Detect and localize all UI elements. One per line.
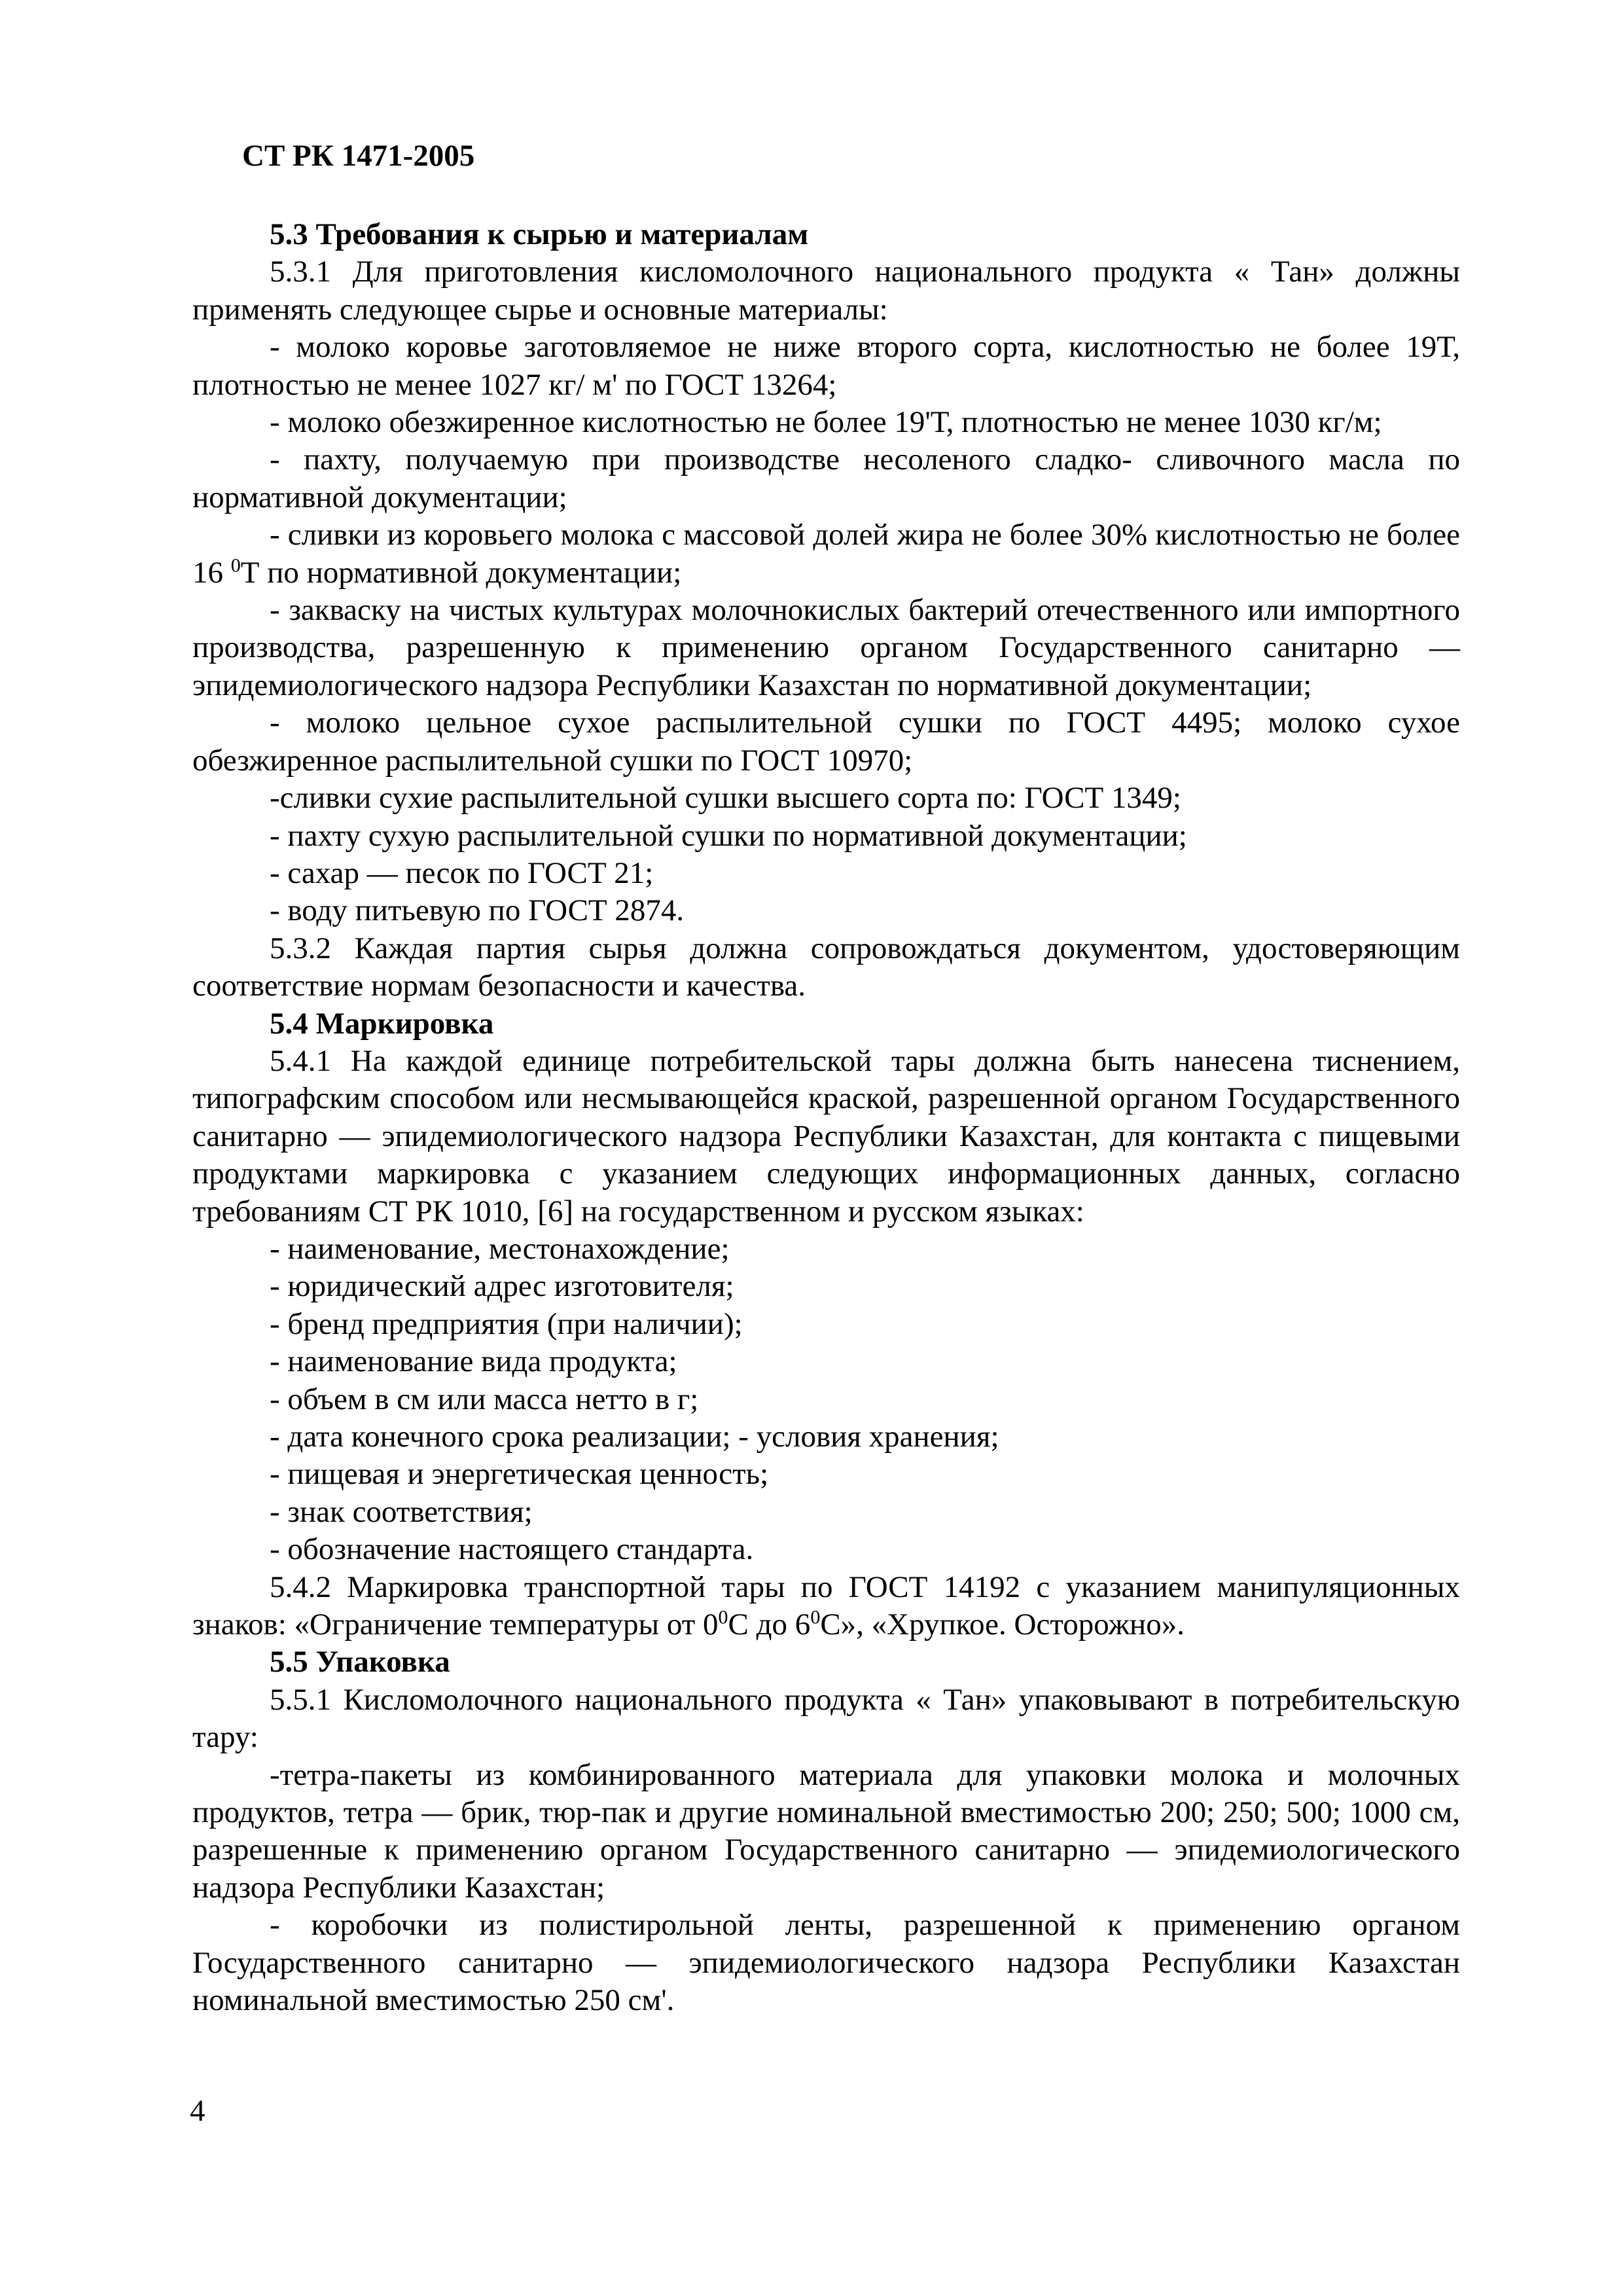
cream-text-start: - сливки из коровьего молока с массовой долей жира не более 30% кислотностью не более 16: [192, 518, 1460, 590]
list-item: -сливки сухие распылительной сушки высшего сорта по: ГОСТ 1349;: [270, 781, 1181, 816]
paragraph-5-5-1: 5.5.1 Кисломолочного национального продукта « Тан» упаковывают в потребительскую тару:: [192, 1682, 1460, 1755]
section-5-5-title: 5.5 Упаковка: [270, 1645, 450, 1679]
list-item: - дата конечного срока реализации; - условия хранения;: [270, 1420, 999, 1454]
section-5-3-title: 5.3 Требования к сырью и материалам: [270, 217, 809, 251]
marking-text-2: С до 6: [728, 1607, 811, 1642]
paragraph-5-4-1: 5.4.1 На каждой единице потребительской тары должна быть нанесена тиснением, типографским способом или несмывающейся краской, разрешенной органом Государственного санитарно — эпидемиологического надзора Республики Казахстан, для контакта с пищевыми продуктами маркировка с указанием следующих информационных данных, согласно требованиям СТ РК 1010, [6] на государственном и русском языках:: [192, 1043, 1460, 1229]
list-item: - коробочки из полистирольной ленты, разрешенной к применению органом Государственного санитарно — эпидемиологического надзора Республики Казахстан номинальной вместимостью 250 см'.: [192, 1908, 1460, 2018]
list-item: - пищевая и энергетическая ценность;: [270, 1457, 769, 1492]
marking-text-3: С», «Хрупкое. Осторожно».: [820, 1607, 1185, 1642]
list-item: - сахар — песок по ГОСТ 21;: [270, 855, 654, 890]
page-number: 4: [190, 2094, 205, 2128]
degree-superscript: 0: [718, 1606, 728, 1628]
degree-superscript: 0: [810, 1606, 821, 1628]
list-item: - знак соответствия;: [270, 1494, 533, 1529]
list-item: - молоко обезжиренное кислотностью не более 19'Т, плотностью не менее 1030 кг/м;: [270, 405, 1382, 440]
list-item: - пахту, получаемую при производстве несоленого сладко- сливочного масла по нормативной документации;: [192, 442, 1460, 514]
list-item: - наименование вида продукта;: [270, 1344, 677, 1379]
list-item: - молоко коровье заготовляемое не ниже второго сорта, кислотностью не более 19Т, плотностью не менее 1027 кг/ м' по ГОСТ 13264;: [192, 330, 1460, 402]
list-item: - юридический адрес изготовителя;: [270, 1269, 734, 1304]
list-item: - бренд предприятия (при наличии);: [270, 1306, 743, 1341]
cream-text-end: Т по нормативной документации;: [240, 555, 682, 590]
standard-code-header: СТ РК 1471-2005: [242, 139, 475, 173]
list-item: - обозначение настоящего стандарта.: [270, 1532, 754, 1567]
list-item: - воду питьевую по ГОСТ 2874.: [270, 893, 685, 928]
degree-superscript: 0: [230, 554, 241, 576]
list-item: - пахту сухую распылительной сушки по нормативной документации;: [270, 818, 1187, 853]
paragraph-5-4-2: [192, 1569, 1460, 1644]
list-item: - молоко цельное сухое распылительной сушки по ГОСТ 4495; молоко сухое обезжиренное распылительной сушки по ГОСТ 10970;: [192, 706, 1460, 778]
paragraph-5-3-1: 5.3.1 Для приготовления кисломолочного национального продукта « Тан» должны применять следующее сырье и основные материалы:: [192, 255, 1460, 327]
marking-text-1: 5.4.2 Маркировка транспортной тары по ГОСТ 14192 с указанием манипуляционных знаков: «Ограничение температуры от 0: [192, 1570, 1460, 1642]
list-item: - наименование, местонахождение;: [270, 1231, 730, 1266]
list-item: -тетра-пакеты из комбинированного материала для упаковки молока и молочных продуктов, тетра — брик, тюр-пак и другие номинальной вместимостью 200; 250; 500; 1000 см, разрешенные к применению органом Государственного санитарно — эпидемиологического надзора Республики Казахстан;: [192, 1757, 1460, 1905]
section-5-4-title: 5.4 Маркировка: [270, 1006, 494, 1041]
paragraph-5-3-2: 5.3.2 Каждая партия сырья должна сопровождаться документом, удостоверяющим соответствие нормам безопасности и качества.: [192, 931, 1460, 1003]
list-item: - закваску на чистых культурах молочнокислых бактерий отечественного или импортного производства, разрешенную к применению органом Государственного санитарно — эпидемиологического надзора Республики Казахстан по нормативной документации;: [192, 593, 1460, 702]
document-body: [192, 216, 1460, 2020]
list-item: - объем в см или масса нетто в г;: [270, 1382, 699, 1416]
list-item-cream: [192, 516, 1460, 592]
